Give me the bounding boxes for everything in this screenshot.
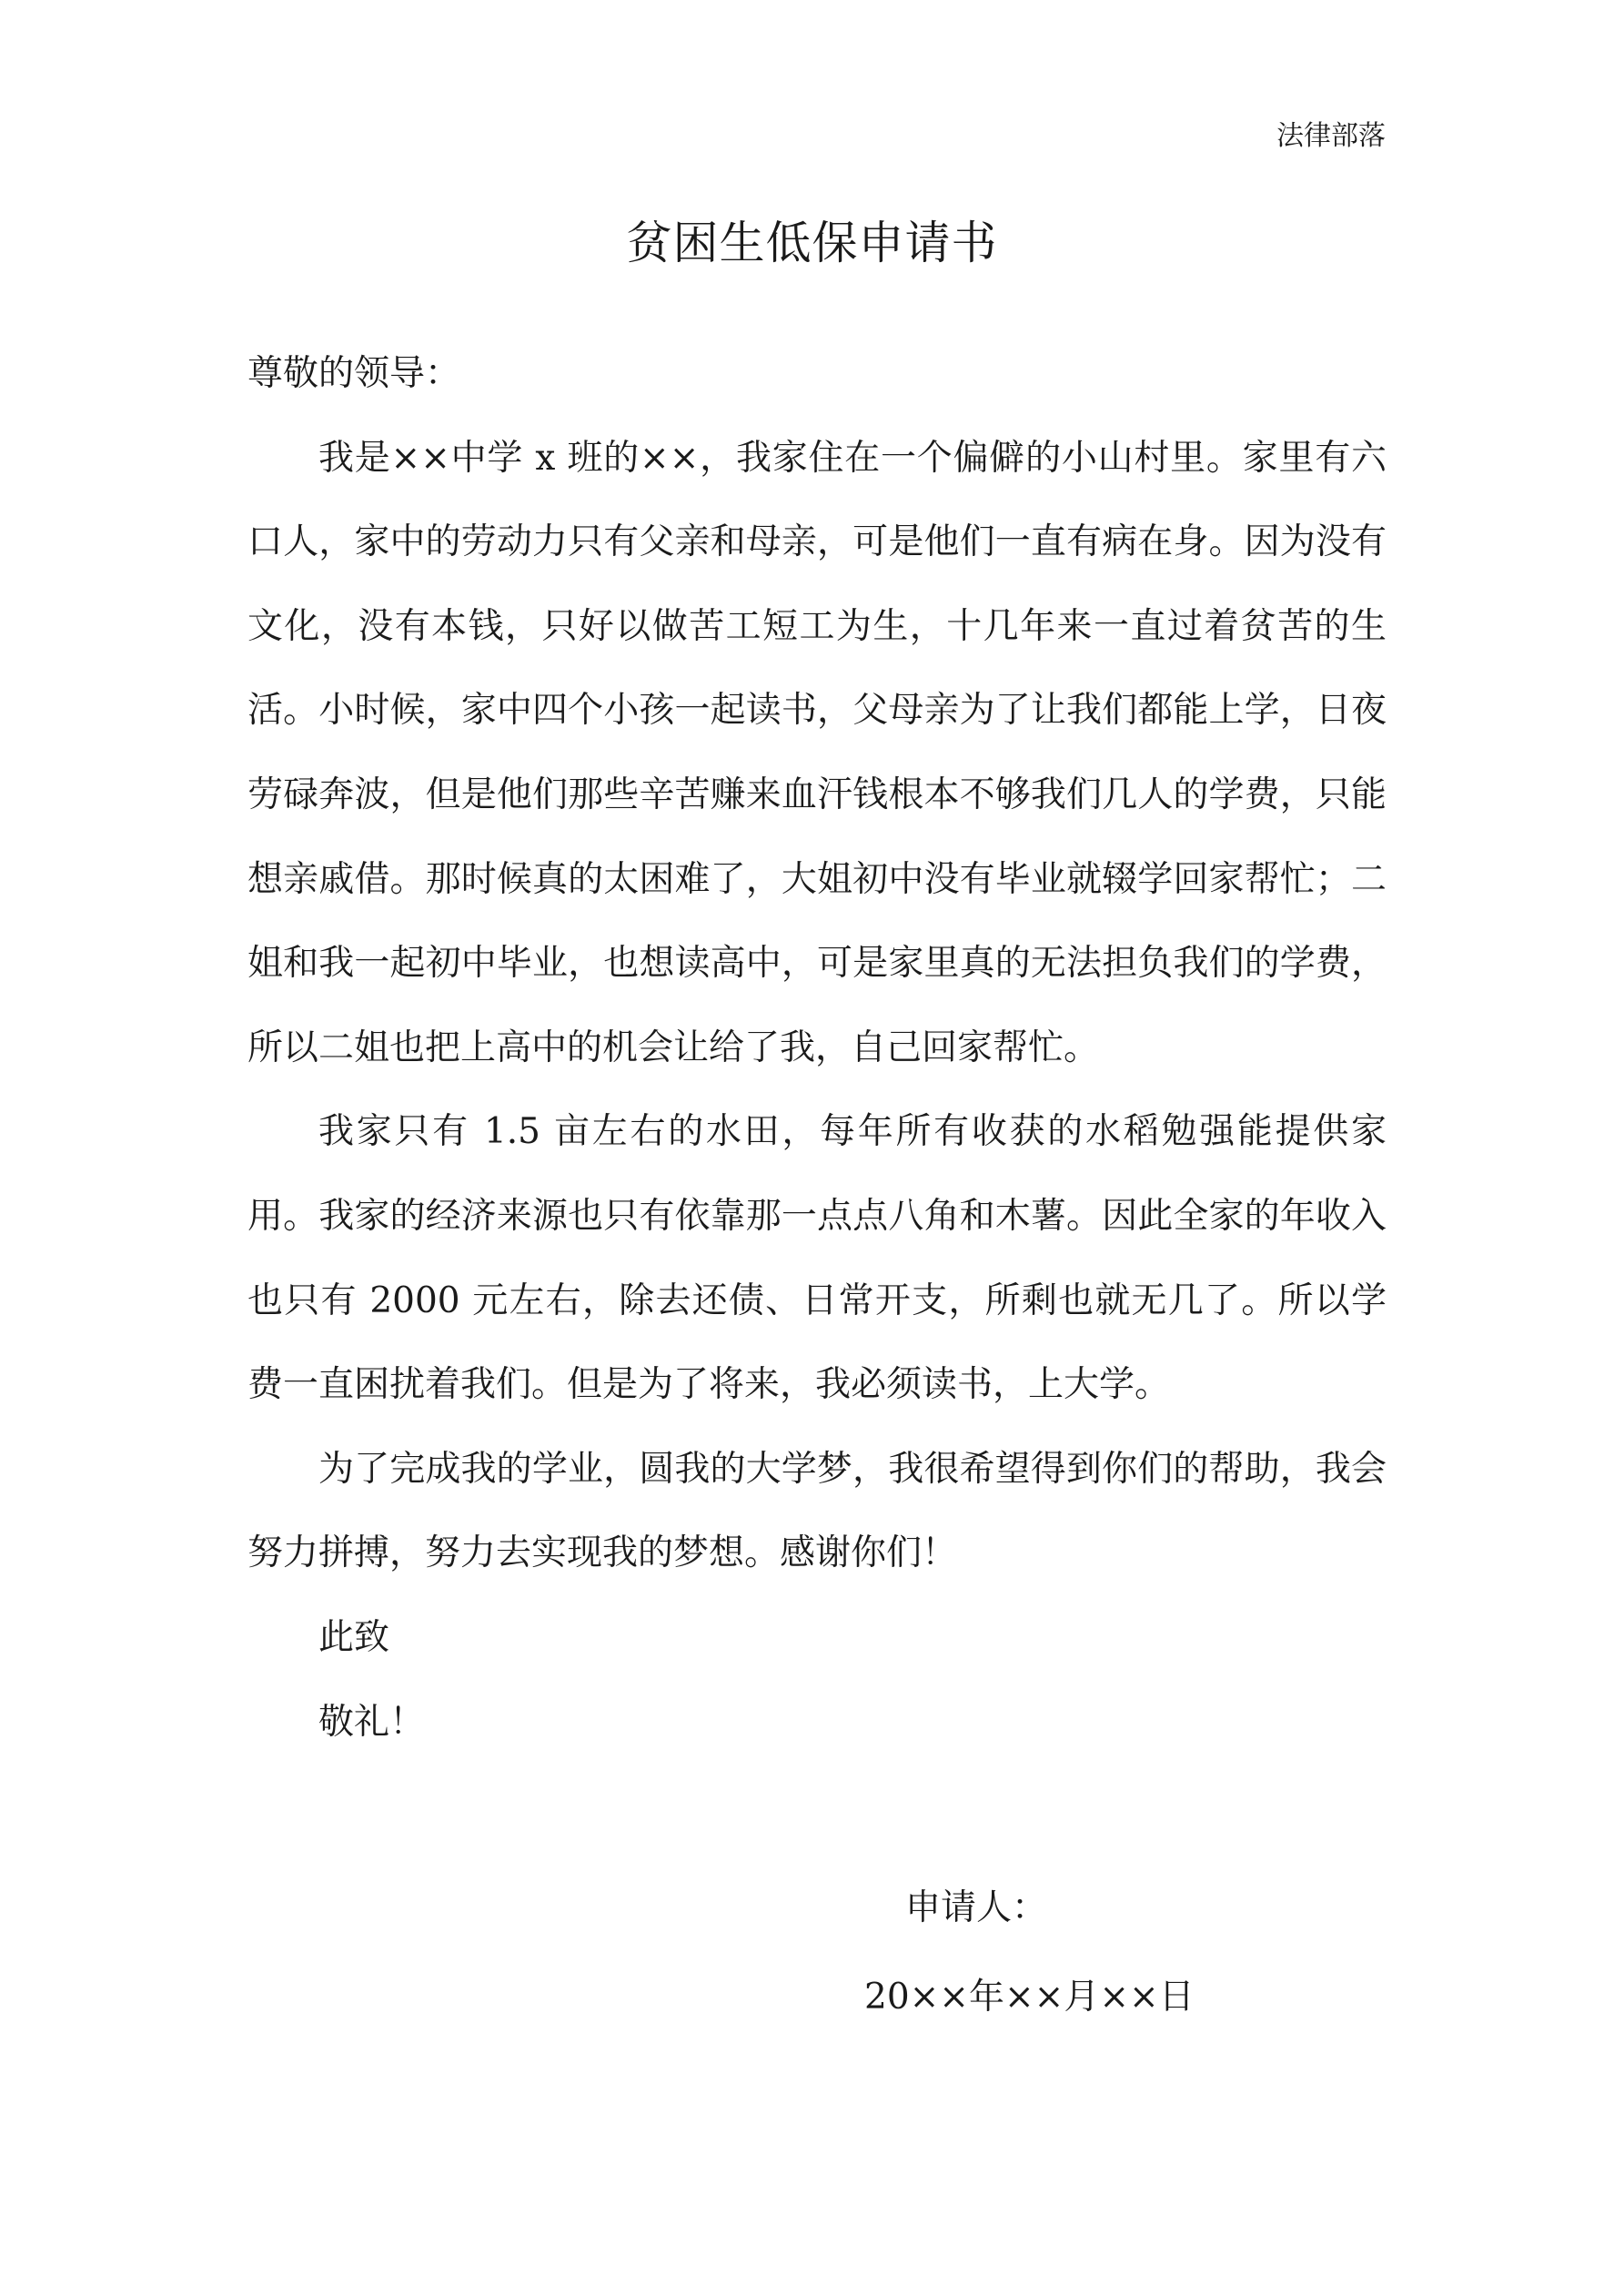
document-title: 贫困生低保申请书 (626, 217, 998, 269)
paragraph-income: 我家只有 1.5 亩左右的水田，每年所有收获的水稻勉强能提供家用。我家的经济来源也只有依靠那一点点八角和木薯。因此全家的年收入也只有 2000 元左右，除去还债、日常开支，所剩也就无几了。所以学费一直困扰着我们。但是为了将来，我必须读书，上大学。 (247, 1111, 1387, 1406)
closing-salute: 敬礼！ (318, 1701, 426, 1743)
closing-regards: 此致 (318, 1616, 390, 1658)
paragraph-family-situation: 我是××中学 x 班的××，我家住在一个偏僻的小山村里。家里有六口人，家中的劳动力只有父亲和母亲，可是他们一直有病在身。因为没有文化，没有本钱，只好以做苦工短工为生，十几年来一直过着贫苦的生活。小时候，家中四个小孩一起读书，父母亲为了让我们都能上学，日夜劳碌奔波，但是他们那些辛苦赚来血汗钱根本不够我们几人的学费，只能想亲戚借。那时候真的太困难了，大姐初中没有毕业就辍学回家帮忙；二姐和我一起初中毕业，也想读高中，可是家里真的无法担负我们的学费，所以二姐也把上高中的机会让给了我，自己回家帮忙。 (247, 437, 1387, 1068)
letter-body (247, 332, 1387, 1765)
salutation: 尊敬的领导： (247, 353, 461, 394)
paragraph-request: 为了完成我的学业，圆我的大学梦，我很希望得到你们的帮助，我会努力拼搏，努力去实现我的梦想。感谢你们！ (247, 1448, 1387, 1574)
applicant-label: 申请人： (905, 1887, 1048, 1928)
date-line: 20××年××月××日 (864, 1977, 1195, 2018)
header-note: 法律部落 (1276, 120, 1386, 152)
